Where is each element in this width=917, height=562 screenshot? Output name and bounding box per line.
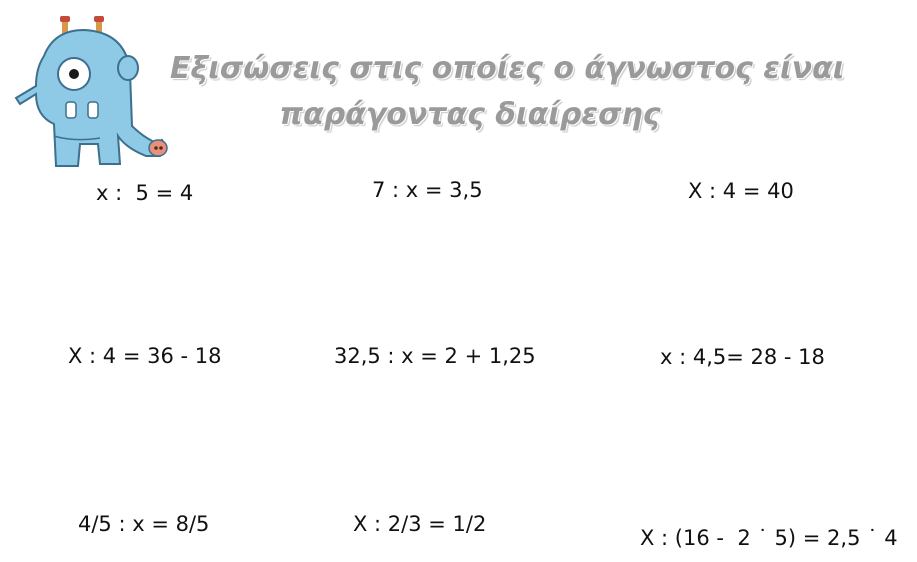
equation-r3c2: X : 2/3 = 1/2 — [353, 512, 487, 536]
equation-r1c3: X : 4 = 40 — [688, 179, 794, 203]
equation-r2c2: 32,5 : x = 2 + 1,25 — [334, 344, 536, 368]
equation-r2c1: X : 4 = 36 - 18 — [68, 344, 222, 368]
equation-r1c2: 7 : x = 3,5 — [372, 178, 483, 202]
monster-body — [16, 30, 165, 166]
title-line-2: παράγοντας διαίρεσης — [279, 97, 661, 132]
blue-monster-icon — [14, 16, 174, 176]
equation-r3c1: 4/5 : x = 8/5 — [78, 512, 210, 536]
title-line-1: Εξισώσεις στις οποίες ο άγνωστος είναι — [170, 51, 845, 86]
equation-r3c3: X : (16 - 2 ˙ 5) = 2,5 ˙ 4 — [640, 526, 898, 550]
worksheet-title — [170, 46, 845, 138]
equation-r1c1: x : 5 = 4 — [96, 181, 194, 205]
equation-r2c3: x : 4,5= 28 - 18 — [660, 345, 825, 369]
